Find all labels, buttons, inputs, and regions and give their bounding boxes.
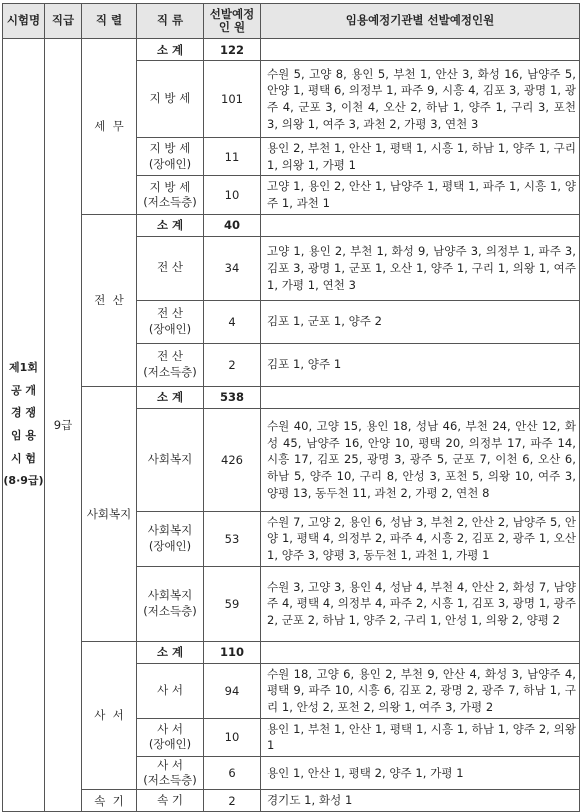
header-series: 직 렬 [82, 4, 137, 39]
header-count: 선발예정 인 원 [204, 4, 261, 39]
count-cell: 10 [204, 718, 261, 756]
count-cell: 4 [204, 300, 261, 343]
count-cell: 6 [204, 757, 261, 790]
header-grade: 직급 [45, 4, 82, 39]
header-row [3, 4, 580, 39]
detail-cell: 고양 1, 용인 2, 안산 1, 남양주 1, 평택 1, 파주 1, 시흥 1, 양주 1, 과천 1 [261, 176, 580, 214]
type-cell: 사 서 (장애인) [137, 718, 204, 756]
subtotal-count: 40 [204, 214, 261, 236]
count-cell: 10 [204, 176, 261, 214]
subtotal-label: 소 계 [137, 39, 204, 61]
series-cell: 세 무 [82, 39, 137, 215]
header-exam: 시험명 [3, 4, 45, 39]
detail-cell: 수원 7, 고양 2, 용인 6, 성남 3, 부천 2, 안산 2, 남양주 5, 안양 1, 평택 4, 의정부 2, 파주 4, 시흥 2, 김포 2, 광주 1, 오산 1, 양주 3, 양평 3, 동두천 1, 과천 1, 가평 1 [261, 511, 580, 566]
type-cell: 전 산 [137, 236, 204, 300]
detail-cell: 김포 1, 양주 1 [261, 343, 580, 386]
type-cell: 사 서 [137, 663, 204, 718]
exam-name-cell: 제1회 공 개 경 쟁 임 용 시 험 (8·9급) [3, 39, 45, 812]
detail-cell: 용인 1, 안산 1, 평택 2, 양주 1, 가평 1 [261, 757, 580, 790]
series-cell: 사회복지 [82, 386, 137, 641]
type-cell: 사 서 (저소득층) [137, 757, 204, 790]
type-cell: 전 산 (저소득층) [137, 343, 204, 386]
subtotal-count: 122 [204, 39, 261, 61]
count-cell: 2 [204, 343, 261, 386]
type-cell: 사회복지 [137, 408, 204, 511]
subtotal-detail [261, 386, 580, 408]
detail-cell: 경기도 1, 화성 1 [261, 790, 580, 812]
count-cell: 101 [204, 61, 261, 138]
count-cell: 426 [204, 408, 261, 511]
count-cell: 59 [204, 566, 261, 641]
recruitment-table [2, 3, 580, 812]
subtotal-count: 110 [204, 641, 261, 663]
subtotal-row [3, 39, 580, 61]
grade-cell: 9급 [45, 39, 82, 812]
subtotal-label: 소 계 [137, 386, 204, 408]
type-cell: 지 방 세 [137, 61, 204, 138]
subtotal-detail [261, 214, 580, 236]
subtotal-label: 소 계 [137, 214, 204, 236]
type-cell: 전 산 (장애인) [137, 300, 204, 343]
count-cell: 34 [204, 236, 261, 300]
detail-cell: 김포 1, 군포 1, 양주 2 [261, 300, 580, 343]
count-cell: 2 [204, 790, 261, 812]
detail-cell: 고양 1, 용인 2, 부천 1, 화성 9, 남양주 3, 의정부 1, 파주 3, 김포 3, 광명 1, 군포 1, 오산 1, 양주 1, 구리 1, 의왕 1, 여주 1, 가평 1, 연천 3 [261, 236, 580, 300]
header-detail: 임용예정기관별 선발예정인원 [261, 4, 580, 39]
subtotal-detail [261, 641, 580, 663]
detail-cell: 수원 3, 고양 3, 용인 4, 성남 4, 부천 4, 안산 2, 화성 7, 남양주 4, 평택 4, 의정부 4, 파주 2, 시흥 1, 김포 3, 광명 1, 광주 2, 군포 2, 하남 1, 양주 2, 구리 1, 안성 1, 의왕 2, 양평 2 [261, 566, 580, 641]
detail-cell: 수원 40, 고양 15, 용인 18, 성남 46, 부천 24, 안산 12, 화성 45, 남양주 16, 안양 10, 평택 20, 의정부 17, 파주 14, 시흥 17, 김포 25, 광명 3, 광주 5, 군포 7, 이천 6, 오산 6, 하남 5, 양주 10, 구리 8, 안성 3, 포천 5, 의왕 10, 여주 3, 양평 13, 동두천 11, 과천 2, 가평 2, 연천 8 [261, 408, 580, 511]
subtotal-detail [261, 39, 580, 61]
series-cell: 속 기 [82, 790, 137, 812]
type-cell: 속 기 [137, 790, 204, 812]
type-cell: 지 방 세 (저소득층) [137, 176, 204, 214]
detail-cell: 용인 1, 부천 1, 안산 1, 평택 1, 시흥 1, 하남 1, 양주 2, 의왕 1 [261, 718, 580, 756]
type-cell: 사회복지 (저소득층) [137, 566, 204, 641]
type-cell: 지 방 세 (장애인) [137, 138, 204, 176]
subtotal-row [3, 641, 580, 663]
series-cell: 전 산 [82, 214, 137, 386]
count-cell: 53 [204, 511, 261, 566]
series-cell: 사 서 [82, 641, 137, 789]
detail-cell: 수원 18, 고양 6, 용인 2, 부천 9, 안산 4, 화성 3, 남양주 4, 평택 9, 파주 10, 시흥 6, 김포 2, 광명 2, 광주 7, 하남 1, 구리 1, 안성 2, 포천 2, 의왕 1, 여주 3, 가평 2 [261, 663, 580, 718]
subtotal-label: 소 계 [137, 641, 204, 663]
type-cell: 사회복지 (장애인) [137, 511, 204, 566]
detail-cell: 용인 2, 부천 1, 안산 1, 평택 1, 시흥 1, 하남 1, 양주 1, 구리 1, 의왕 1, 가평 1 [261, 138, 580, 176]
count-cell: 11 [204, 138, 261, 176]
table-row [3, 790, 580, 812]
detail-cell: 수원 5, 고양 8, 용인 5, 부천 1, 안산 3, 화성 16, 남양주 5, 안양 1, 평택 6, 의정부 1, 파주 9, 시흥 4, 김포 3, 광명 1, 광주 4, 군포 3, 이천 4, 오산 2, 하남 1, 양주 1, 구리 3, 포천 3, 의왕 1, 여주 3, 과천 2, 가평 3, 연천 3 [261, 61, 580, 138]
subtotal-row [3, 214, 580, 236]
header-type: 직 류 [137, 4, 204, 39]
count-cell: 94 [204, 663, 261, 718]
subtotal-row [3, 386, 580, 408]
subtotal-count: 538 [204, 386, 261, 408]
